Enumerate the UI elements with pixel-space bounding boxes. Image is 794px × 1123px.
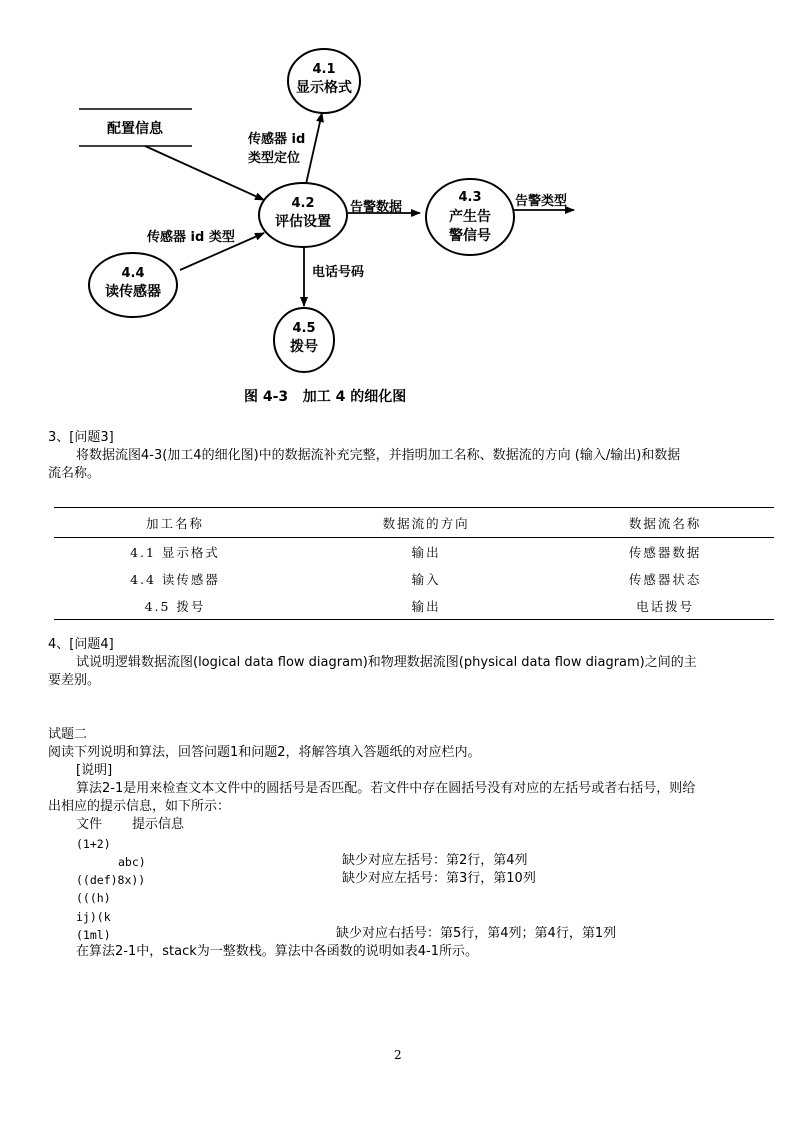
process-4-4-name: 读传感器 bbox=[105, 284, 161, 300]
flow-label-phone: 电话号码 bbox=[312, 265, 365, 280]
q3-text-line2: 流名称。 bbox=[48, 466, 101, 481]
desc-line2: 出相应的提示信息，如下所示： bbox=[48, 799, 231, 814]
table-row bbox=[54, 565, 774, 592]
example-line: (((h) bbox=[76, 891, 111, 905]
table-cell: 传感器状态 bbox=[628, 571, 702, 587]
note-label: [说明] bbox=[76, 763, 113, 778]
table-cell: 输入 bbox=[411, 571, 441, 587]
section-title: 试题二 bbox=[48, 727, 88, 742]
table-header: 数据流名称 bbox=[556, 508, 774, 538]
table-cell: 输出 bbox=[411, 544, 441, 560]
flow-label-sensor-id: 传感器 id bbox=[248, 132, 306, 147]
process-4-5-name: 拨号 bbox=[290, 339, 318, 355]
flow-42-to-41 bbox=[306, 113, 322, 184]
table-cell: 4.5 拨号 bbox=[54, 592, 296, 620]
final-sentence: 在算法2-1中，stack为一整数栈。算法中各函数的说明如表4-1所示。 bbox=[76, 944, 478, 959]
q3-heading: 3、[问题3] bbox=[48, 430, 114, 445]
flow-label-alarm-type: 告警类型 bbox=[515, 194, 568, 209]
figure-caption: 图 4-3 加工 4 的细化图 bbox=[244, 389, 407, 405]
example-line: (1+2) bbox=[76, 837, 111, 851]
q4-text-line1: 试说明逻辑数据流图(logical data flow diagram)和物理数据流图(physical data flow diagram)之间的主 bbox=[76, 655, 697, 670]
process-4-3-name-2: 警信号 bbox=[449, 228, 491, 244]
table-cell: 输出 bbox=[296, 592, 556, 620]
col-file-label: 文件 bbox=[76, 817, 103, 832]
table-cell: 电话拨号 bbox=[556, 592, 774, 620]
process-4-2-id: 4.2 bbox=[291, 196, 315, 211]
answer-table bbox=[54, 507, 774, 620]
example-line: abc) bbox=[118, 855, 146, 869]
section-intro: 阅读下列说明和算法，回答问题1和问题2，将解答填入答题纸的对应栏内。 bbox=[48, 745, 481, 760]
q3-text-line1: 将数据流图4-3(加工4的细化图)中的数据流补充完整，并指明加工名称、数据流的方向 (输入/输出)和数据 bbox=[76, 448, 681, 463]
col-msg-label: 提示信息 bbox=[132, 817, 185, 832]
example-message: 缺少对应右括号：第5行，第4列；第4行，第1列 bbox=[336, 926, 617, 941]
table-cell: 4.1 显示格式 bbox=[130, 544, 220, 560]
process-4-1-id: 4.1 bbox=[312, 62, 336, 77]
table-header-row bbox=[54, 508, 774, 538]
table-row bbox=[54, 592, 774, 620]
q4-text-line2: 要差别。 bbox=[48, 673, 101, 688]
table-cell: 传感器数据 bbox=[628, 544, 702, 560]
store-label: 配置信息 bbox=[107, 121, 163, 137]
process-4-2-name: 评估设置 bbox=[275, 214, 331, 230]
table-header: 数据流的方向 bbox=[296, 508, 556, 538]
table-cell: 4.4 读传感器 bbox=[130, 571, 220, 587]
table-row bbox=[54, 538, 774, 566]
table-header: 加工名称 bbox=[54, 508, 296, 538]
process-4-1-name: 显示格式 bbox=[296, 80, 352, 96]
flow-label-type-locate: 类型定位 bbox=[248, 151, 301, 166]
flow-label-alarm-data: 告警数据 bbox=[350, 200, 403, 215]
process-4-3-id: 4.3 bbox=[458, 190, 482, 205]
example-message: 缺少对应左括号：第3行，第10列 bbox=[342, 871, 536, 886]
example-line: ij)(k bbox=[76, 910, 111, 924]
example-line: (1ml) bbox=[76, 928, 111, 942]
example-line: ((def)8x)) bbox=[76, 873, 146, 887]
data-flow-diagram bbox=[0, 0, 794, 420]
desc-line1: 算法2-1是用来检查文本文件中的圆括号是否匹配。若文件中存在圆括号没有对应的左括号或者右括号，则给 bbox=[76, 781, 696, 796]
example-message: 缺少对应左括号：第2行，第4列 bbox=[342, 853, 528, 868]
process-4-5-id: 4.5 bbox=[292, 321, 316, 336]
flow-label-sensor-id-type: 传感器 id 类型 bbox=[147, 230, 235, 245]
q4-heading: 4、[问题4] bbox=[48, 637, 114, 652]
process-4-3-name-1: 产生告 bbox=[449, 209, 491, 225]
process-4-4-id: 4.4 bbox=[121, 266, 145, 281]
page-number: 2 bbox=[394, 1048, 402, 1062]
flow-store-to-42 bbox=[145, 146, 264, 200]
